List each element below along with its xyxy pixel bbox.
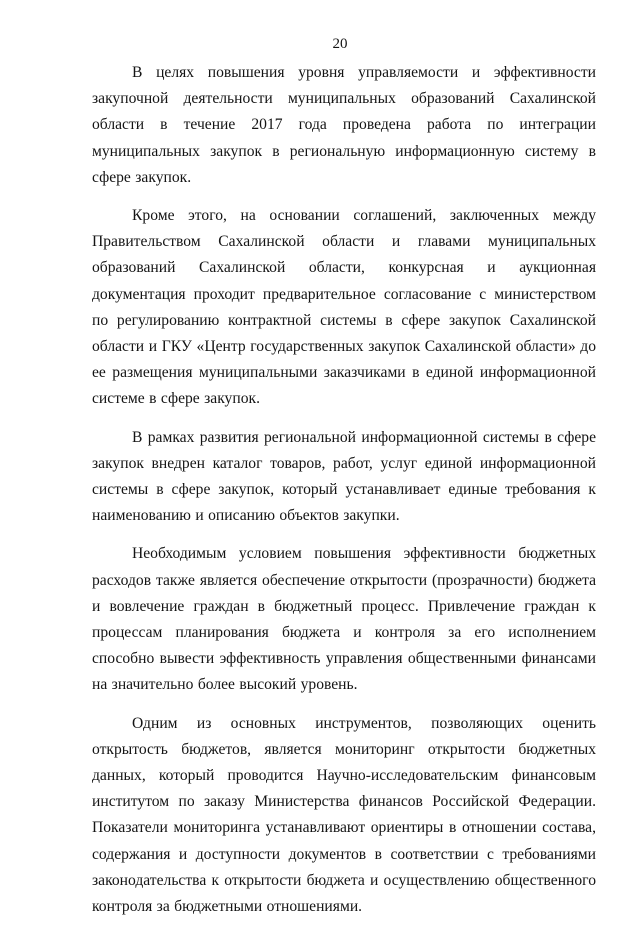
page-number: 20 <box>332 36 348 52</box>
paragraph-procurement-integration: В целях повышения уровня управляемости и эффективности закупочной деятельности муниципальных образований Сахалинской области в течение 2017 года проведена работа по интеграции муниципальных закупок в региональную информационную систему в сфере закупок. <box>92 64 596 186</box>
paragraph-documentation-approval: Кроме этого, на основании соглашений, заключенных между Правительством Сахалинской области и главами муниципальных образований Сахалинской области, конкурсная и аукционная документация проходит предварительное согласование с министерством по регулированию контрактной системы в сфере закупок Сахалинской области и ГКУ «Центр государственных закупок Сахалинской области» до ее размещения муниципальными заказчиками в единой информационной системе в сфере закупок. <box>92 207 596 408</box>
paragraph-catalog: В рамках развития региональной информационной системы в сфере закупок внедрен каталог товаров, работ, услуг единой информационной системы в сфере закупок, который устанавливает единые требования к наименованию и описанию объектов закупки. <box>92 428 596 525</box>
paragraph-budget-transparency: Необходимым условием повышения эффективности бюджетных расходов также является обеспечение открытости (прозрачности) бюджета и вовлечение граждан в бюджетный процесс. Привлечение граждан к процессам планирования бюджета и контроля за его исполнением способно вывести эффективность управления общественными финансами на значительно более высокий уровень. <box>92 545 596 694</box>
body-text <box>92 60 596 932</box>
paragraph-monitoring: Одним из основных инструментов, позволяющих оценить открытость бюджетов, является мониторинг открытости бюджетных данных, который проводится Научно-исследовательским финансовым институтом по заказу Министерства финансов Российской Федерации. Показатели мониторинга устанавливают ориентиры в отношении состава, содержания и доступности документов в соответствии с требованиями законодательства к открытости бюджета и осуществлению общественного контроля за бюджетными отношениями. <box>92 714 596 916</box>
